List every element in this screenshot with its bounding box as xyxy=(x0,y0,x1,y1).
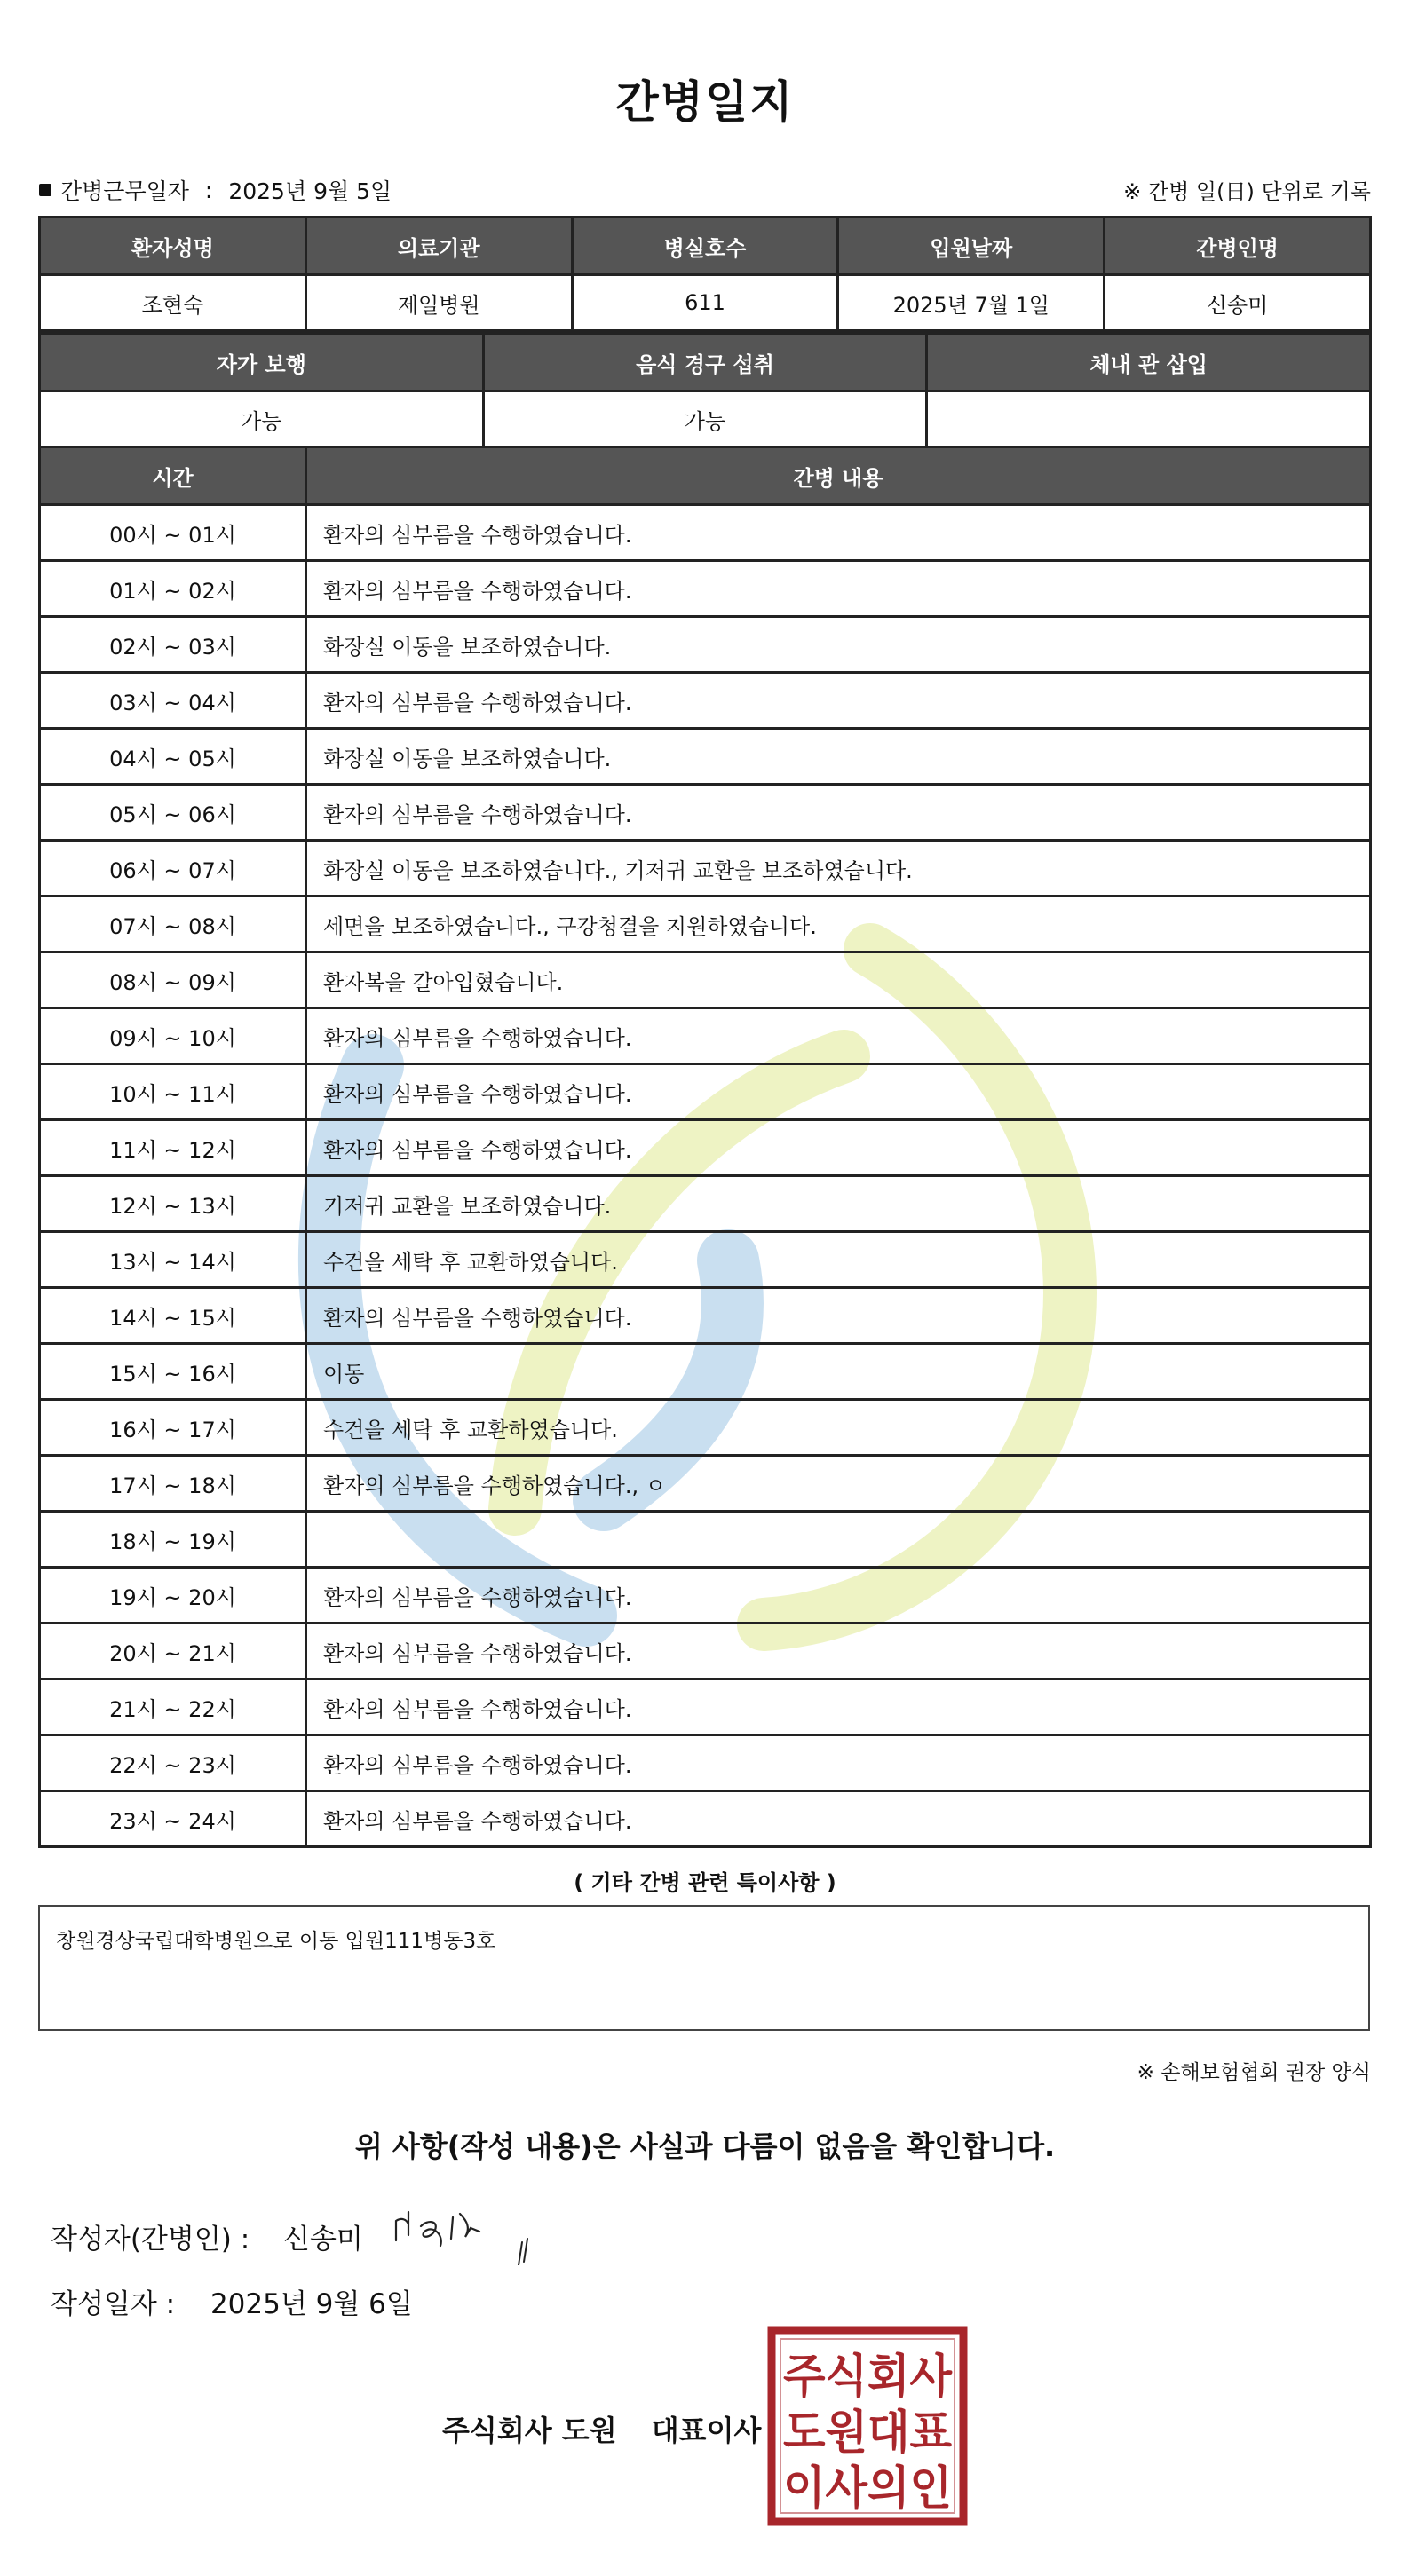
care-log-time: 01시 ~ 02시 xyxy=(40,561,306,617)
care-log-content: 환자의 심부름을 수행하였습니다. xyxy=(306,1679,1371,1735)
care-log-content: 환자의 심부름을 수행하였습니다. xyxy=(306,1120,1371,1176)
care-log-content: 환자복을 갈아입혔습니다. xyxy=(306,952,1371,1008)
oral-intake-value: 가능 xyxy=(483,391,927,447)
header-self-walking: 자가 보행 xyxy=(40,334,484,391)
square-bullet-icon xyxy=(39,184,51,196)
notes-text: 창원경상국립대학병원으로 이동 입원111병동3호 xyxy=(56,1930,496,1953)
header-care-content: 간병 내용 xyxy=(306,447,1371,505)
hospital-name: 제일병원 xyxy=(305,275,572,331)
caregiver-name: 신송미 xyxy=(1105,275,1371,331)
care-log-content: 환자의 심부름을 수행하였습니다. xyxy=(306,1735,1371,1791)
writer-name: 신송미 xyxy=(283,2224,363,2256)
header-time: 시간 xyxy=(40,447,306,505)
care-log-content: 환자의 심부름을 수행하였습니다. xyxy=(306,505,1371,561)
care-log-time: 22시 ~ 23시 xyxy=(40,1735,306,1791)
care-log-time: 11시 ~ 12시 xyxy=(40,1120,306,1176)
care-log-row xyxy=(40,952,1371,1008)
work-date-label: 간병근무일자 xyxy=(60,178,189,204)
care-log-row xyxy=(40,1232,1371,1288)
work-date-value: 2025년 9월 5일 xyxy=(228,178,392,204)
care-log-time: 06시 ~ 07시 xyxy=(40,841,306,897)
patient-info-value-row xyxy=(40,275,1371,331)
svg-text:이사의인: 이사의인 xyxy=(783,2462,952,2516)
form-recommendation-note: ※ 손해보험협회 권장 양식 xyxy=(1137,2061,1371,2084)
care-log-row xyxy=(40,1568,1371,1624)
notes-title: ( 기타 간병 관련 특이사항 ) xyxy=(574,1870,836,1895)
care-log-time: 20시 ~ 21시 xyxy=(40,1624,306,1679)
care-log-row xyxy=(40,1008,1371,1064)
care-log-row xyxy=(40,1679,1371,1735)
company-seal-stamp xyxy=(767,2326,968,2526)
care-log-content: 환자의 심부름을 수행하였습니다. xyxy=(306,785,1371,841)
care-log-content: 세면을 보조하였습니다., 구강청결을 지원하였습니다. xyxy=(306,897,1371,952)
patient-info-table xyxy=(38,216,1372,332)
care-log-content: 화장실 이동을 보조하였습니다. xyxy=(306,617,1371,673)
care-log-time: 10시 ~ 11시 xyxy=(40,1064,306,1120)
written-date-label: 작성일자 : xyxy=(51,2288,176,2320)
tube-insertion-value xyxy=(927,391,1371,447)
care-log-row xyxy=(40,1624,1371,1679)
svg-text:도원대표: 도원대표 xyxy=(783,2406,952,2460)
svg-text:주식회사: 주식회사 xyxy=(783,2351,953,2404)
care-log-row xyxy=(40,1400,1371,1456)
company-ceo-title: 대표이사 xyxy=(651,2414,762,2447)
care-log-time: 12시 ~ 13시 xyxy=(40,1176,306,1232)
care-log-content xyxy=(306,1512,1371,1568)
care-log-time: 18시 ~ 19시 xyxy=(40,1512,306,1568)
company-signature-line xyxy=(442,2408,761,2449)
care-log-time: 23시 ~ 24시 xyxy=(40,1791,306,1847)
care-log-row xyxy=(40,1064,1371,1120)
handwritten-signature xyxy=(389,2194,566,2265)
care-log-table xyxy=(38,446,1372,1848)
care-log-content: 환자의 심부름을 수행하였습니다. xyxy=(306,1064,1371,1120)
care-log-row xyxy=(40,561,1371,617)
unit-note: ※ 간병 일(日) 단위로 기록 xyxy=(1123,179,1371,204)
care-log-row xyxy=(40,785,1371,841)
ability-header-row xyxy=(40,334,1371,391)
care-log-row xyxy=(40,1288,1371,1344)
work-date-row xyxy=(39,174,392,206)
admission-date: 2025년 7월 1일 xyxy=(838,275,1105,331)
header-hospital: 의료기관 xyxy=(305,217,572,275)
notes-box xyxy=(38,1905,1370,2031)
care-log-row xyxy=(40,1456,1371,1512)
care-log-time: 04시 ~ 05시 xyxy=(40,729,306,785)
header-caregiver-name: 간병인명 xyxy=(1105,217,1371,275)
patient-info-header-row xyxy=(40,217,1371,275)
care-log-time: 21시 ~ 22시 xyxy=(40,1679,306,1735)
care-log-content: 이동 xyxy=(306,1344,1371,1400)
care-log-content: 환자의 심부름을 수행하였습니다. xyxy=(306,1568,1371,1624)
care-log-content: 환자의 심부름을 수행하였습니다. xyxy=(306,1624,1371,1679)
care-log-row xyxy=(40,1344,1371,1400)
care-log-time: 02시 ~ 03시 xyxy=(40,617,306,673)
care-log-content: 기저귀 교환을 보조하였습니다. xyxy=(306,1176,1371,1232)
care-log-row xyxy=(40,1176,1371,1232)
care-log-time: 15시 ~ 16시 xyxy=(40,1344,306,1400)
care-log-time: 00시 ~ 01시 xyxy=(40,505,306,561)
care-log-time: 03시 ~ 04시 xyxy=(40,673,306,729)
care-log-row xyxy=(40,897,1371,952)
care-log-row xyxy=(40,841,1371,897)
header-admission-date: 입원날짜 xyxy=(838,217,1105,275)
header-room-number: 병실호수 xyxy=(572,217,838,275)
document-title: 간병일지 xyxy=(615,76,795,128)
care-log-time: 19시 ~ 20시 xyxy=(40,1568,306,1624)
care-log-content: 환자의 심부름을 수행하였습니다. xyxy=(306,673,1371,729)
ability-value-row xyxy=(40,391,1371,447)
care-log-row xyxy=(40,1512,1371,1568)
room-number: 611 xyxy=(572,275,838,331)
care-log-content: 화장실 이동을 보조하였습니다., 기저귀 교환을 보조하였습니다. xyxy=(306,841,1371,897)
care-log-row xyxy=(40,505,1371,561)
care-log-body xyxy=(40,505,1371,1847)
care-log-content: 환자의 심부름을 수행하였습니다. xyxy=(306,1791,1371,1847)
care-log-content: 환자의 심부름을 수행하였습니다., ㅇ xyxy=(306,1456,1371,1512)
company-name: 주식회사 도원 xyxy=(442,2414,617,2447)
work-date-separator: : xyxy=(204,177,213,203)
care-log-row xyxy=(40,617,1371,673)
writer-row xyxy=(51,2216,363,2256)
care-log-time: 07시 ~ 08시 xyxy=(40,897,306,952)
care-log-row xyxy=(40,1735,1371,1791)
care-log-content: 환자의 심부름을 수행하였습니다. xyxy=(306,1008,1371,1064)
care-log-content: 환자의 심부름을 수행하였습니다. xyxy=(306,1288,1371,1344)
header-tube-insertion: 체내 관 삽입 xyxy=(927,334,1371,391)
care-log-content: 환자의 심부름을 수행하였습니다. xyxy=(306,561,1371,617)
confirmation-statement: 위 사항(작성 내용)은 사실과 다름이 없음을 확인합니다. xyxy=(354,2130,1056,2163)
written-date-value: 2025년 9월 6일 xyxy=(210,2288,413,2320)
care-log-time: 14시 ~ 15시 xyxy=(40,1288,306,1344)
header-patient-name: 환자성명 xyxy=(40,217,306,275)
care-log-row xyxy=(40,673,1371,729)
header-oral-intake: 음식 경구 섭취 xyxy=(483,334,927,391)
patient-name: 조현숙 xyxy=(40,275,306,331)
care-log-time: 08시 ~ 09시 xyxy=(40,952,306,1008)
care-log-time: 05시 ~ 06시 xyxy=(40,785,306,841)
care-log-time: 17시 ~ 18시 xyxy=(40,1456,306,1512)
care-log-header-row xyxy=(40,447,1371,505)
care-log-content: 수건을 세탁 후 교환하였습니다. xyxy=(306,1400,1371,1456)
care-log-time: 16시 ~ 17시 xyxy=(40,1400,306,1456)
self-walking-value: 가능 xyxy=(40,391,484,447)
care-log-row xyxy=(40,1120,1371,1176)
ability-table xyxy=(38,332,1372,448)
care-log-row xyxy=(40,729,1371,785)
care-log-content: 화장실 이동을 보조하였습니다. xyxy=(306,729,1371,785)
care-log-content: 수건을 세탁 후 교환하였습니다. xyxy=(306,1232,1371,1288)
care-log-row xyxy=(40,1791,1371,1847)
written-date-row xyxy=(51,2281,413,2321)
care-log-time: 09시 ~ 10시 xyxy=(40,1008,306,1064)
writer-label: 작성자(간병인) : xyxy=(51,2224,250,2256)
care-log-time: 13시 ~ 14시 xyxy=(40,1232,306,1288)
